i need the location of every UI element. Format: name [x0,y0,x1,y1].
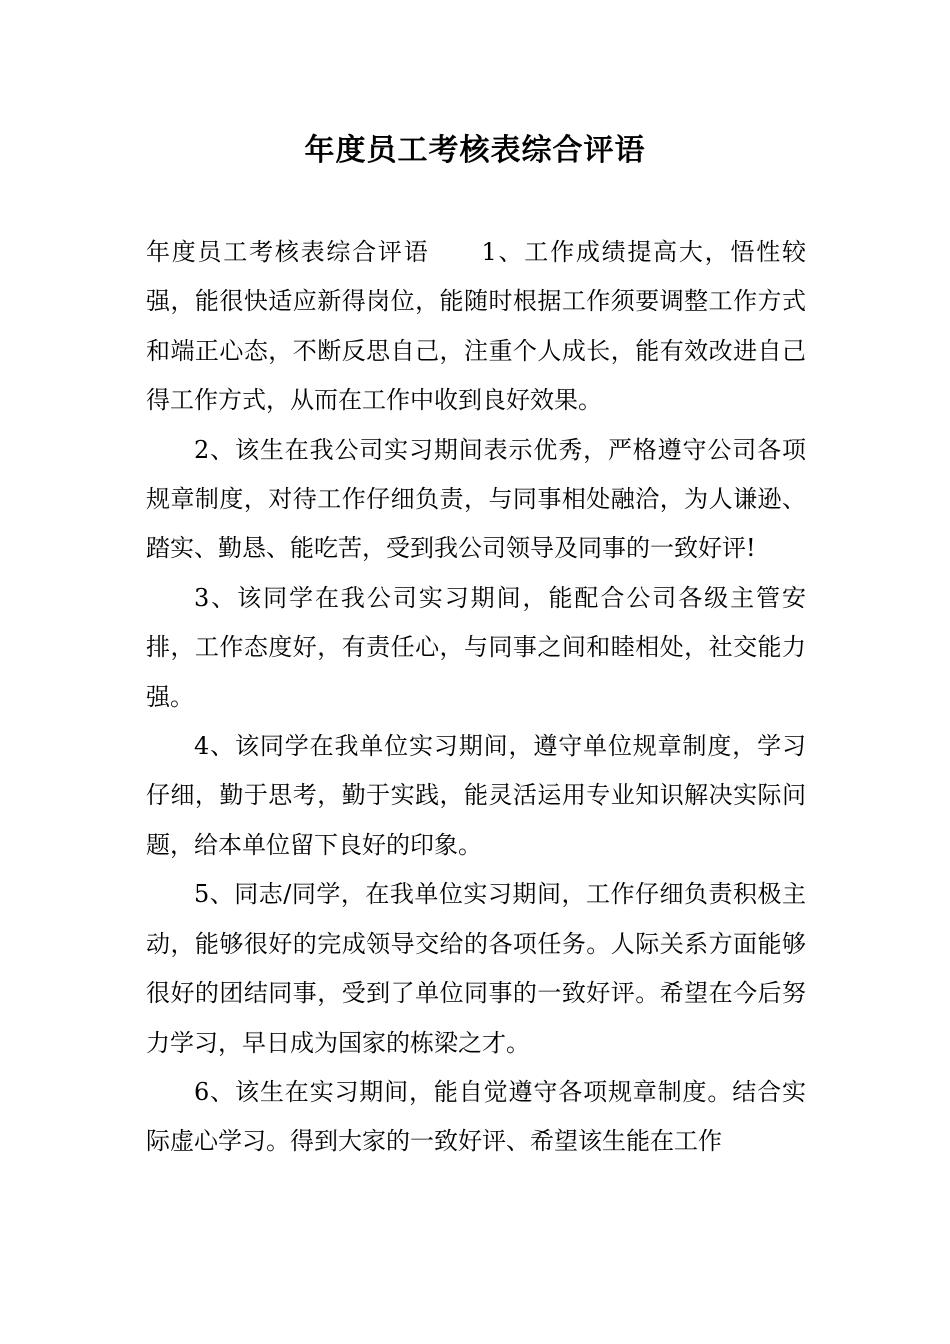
paragraph-1-text: 1、工作成绩提高大，悟性较强，能很快适应新得岗位，能随时根据工作须要调整工作方式和端正心态，不断反思自己，注重个人成长，能有效改进自己得工作方式，从而在工作中收到良好效果。 [146,238,806,415]
paragraph-5: 5、同志/同学，在我单位实习期间，工作仔细负责积极主动，能够很好的完成领导交给的各项任务。人际关系方面能够很好的团结同事，受到了单位同事的一致好评。希望在今后努力学习，早日成为国家的栋梁之才。 [146,880,806,1057]
paragraph-4: 4、该同学在我单位实习期间，遵守单位规章制度，学习仔细，勤于思考，勤于实践，能灵活运用专业知识解决实际问题，给本单位留下良好的印象。 [146,732,806,859]
paragraph-1 [146,228,806,426]
paragraph-6: 6、该生在实习期间，能自觉遵守各项规章制度。结合实际虚心学习。得到大家的一致好评、希望该生能在工作 [146,1077,806,1156]
document-title: 年度员工考核表综合评语 [304,133,646,168]
paragraph-3: 3、该同学在我公司实习期间，能配合公司各级主管安排，工作态度好，有责任心，与同事之间和睦相处，社交能力强。 [146,583,806,711]
paragraph-2: 2、该生在我公司实习期间表示优秀，严格遵守公司各项规章制度，对待工作仔细负责，与同事相处融洽，为人谦逊、踏实、勤恳、能吃苦，受到我公司领导及同事的一致好评! [146,435,806,563]
lead-title: 年度员工考核表综合评语 [146,238,430,266]
document-body [146,228,806,1167]
